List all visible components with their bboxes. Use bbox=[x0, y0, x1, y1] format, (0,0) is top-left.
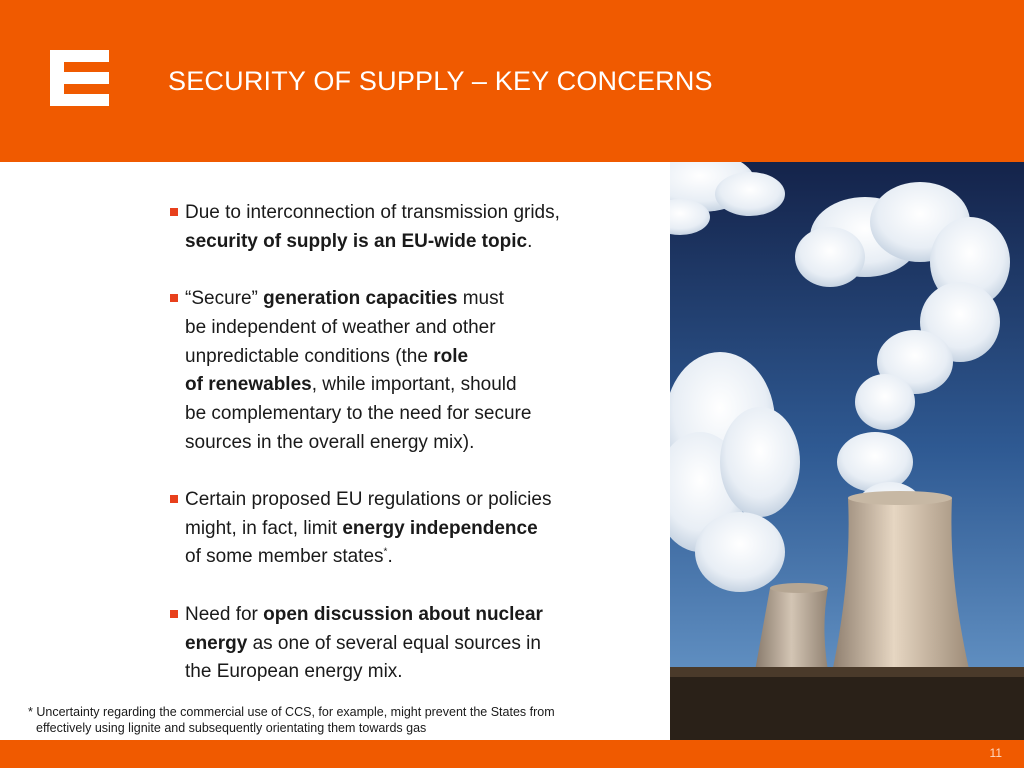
text-segment: “Secure” bbox=[185, 288, 264, 310]
bold-text: of renewables bbox=[185, 374, 312, 396]
bullet-line bbox=[185, 658, 648, 687]
bullet-square-icon bbox=[170, 294, 178, 302]
bullet-line bbox=[185, 343, 648, 372]
bullet-line bbox=[185, 199, 648, 228]
footnote-line-2: effectively using lignite and subsequently orientating them towards gas bbox=[36, 721, 427, 735]
bold-text: generation capacities bbox=[263, 288, 458, 310]
bullet-line bbox=[185, 285, 648, 314]
text-segment: Need for bbox=[185, 603, 264, 625]
bullet-line bbox=[185, 515, 648, 544]
bold-text: energy independence bbox=[342, 517, 538, 539]
text-segment: , while important, should bbox=[311, 374, 517, 396]
bullet-square-icon bbox=[170, 208, 178, 216]
text-segment: the European energy mix. bbox=[185, 661, 403, 683]
bullet-item bbox=[168, 601, 648, 687]
bullet-line bbox=[185, 543, 648, 572]
bullet-line bbox=[185, 228, 648, 257]
text-segment: as one of several equal sources in bbox=[247, 632, 541, 654]
page-number: 11 bbox=[989, 746, 1002, 760]
bullet-square-icon bbox=[170, 495, 178, 503]
header-bar bbox=[0, 0, 1024, 162]
bullet-item bbox=[168, 199, 648, 256]
footnote bbox=[28, 704, 648, 736]
footnote-line-1: * Uncertainty regarding the commercial use of CCS, for example, might prevent the States from bbox=[28, 705, 555, 719]
bold-text: role bbox=[433, 345, 469, 367]
bullet-item bbox=[168, 486, 648, 572]
bold-text: open discussion about nuclear bbox=[263, 603, 543, 625]
footer-bar bbox=[0, 740, 1024, 768]
text-segment: Due to interconnection of transmission grids, bbox=[185, 202, 560, 223]
cooling-towers-question-mark-photo bbox=[670, 162, 1024, 740]
text-segment: be independent of weather and other bbox=[185, 316, 496, 338]
bullet-line bbox=[185, 429, 648, 458]
text-segment: . bbox=[387, 546, 393, 568]
bullet-line bbox=[185, 371, 648, 400]
text-segment: be complementary to the need for secure bbox=[185, 402, 532, 424]
bullet-item bbox=[168, 285, 648, 457]
bold-text: energy bbox=[185, 632, 248, 654]
bullet-line bbox=[185, 601, 648, 630]
bold-text: security of supply is an EU-wide topic bbox=[185, 230, 528, 252]
bullet-square-icon bbox=[170, 610, 178, 618]
bullet-line bbox=[185, 314, 648, 343]
text-segment: must bbox=[457, 288, 504, 310]
cez-logo-icon bbox=[50, 50, 109, 106]
bullet-line bbox=[185, 486, 648, 515]
footnote-marker: * bbox=[383, 547, 388, 559]
bullet-line bbox=[185, 400, 648, 429]
text-segment: might, in fact, limit bbox=[185, 517, 343, 539]
text-segment: . bbox=[527, 230, 533, 252]
slide-title: SECURITY OF SUPPLY – KEY CONCERNS bbox=[168, 66, 713, 96]
text-segment: sources in the overall energy mix). bbox=[185, 431, 475, 453]
text-segment: of some member states bbox=[185, 546, 384, 568]
text-segment: unpredictable conditions (the bbox=[185, 345, 434, 367]
bullet-list bbox=[168, 199, 648, 716]
text-segment: Certain proposed EU regulations or policies bbox=[185, 489, 552, 510]
bullet-line bbox=[185, 630, 648, 659]
